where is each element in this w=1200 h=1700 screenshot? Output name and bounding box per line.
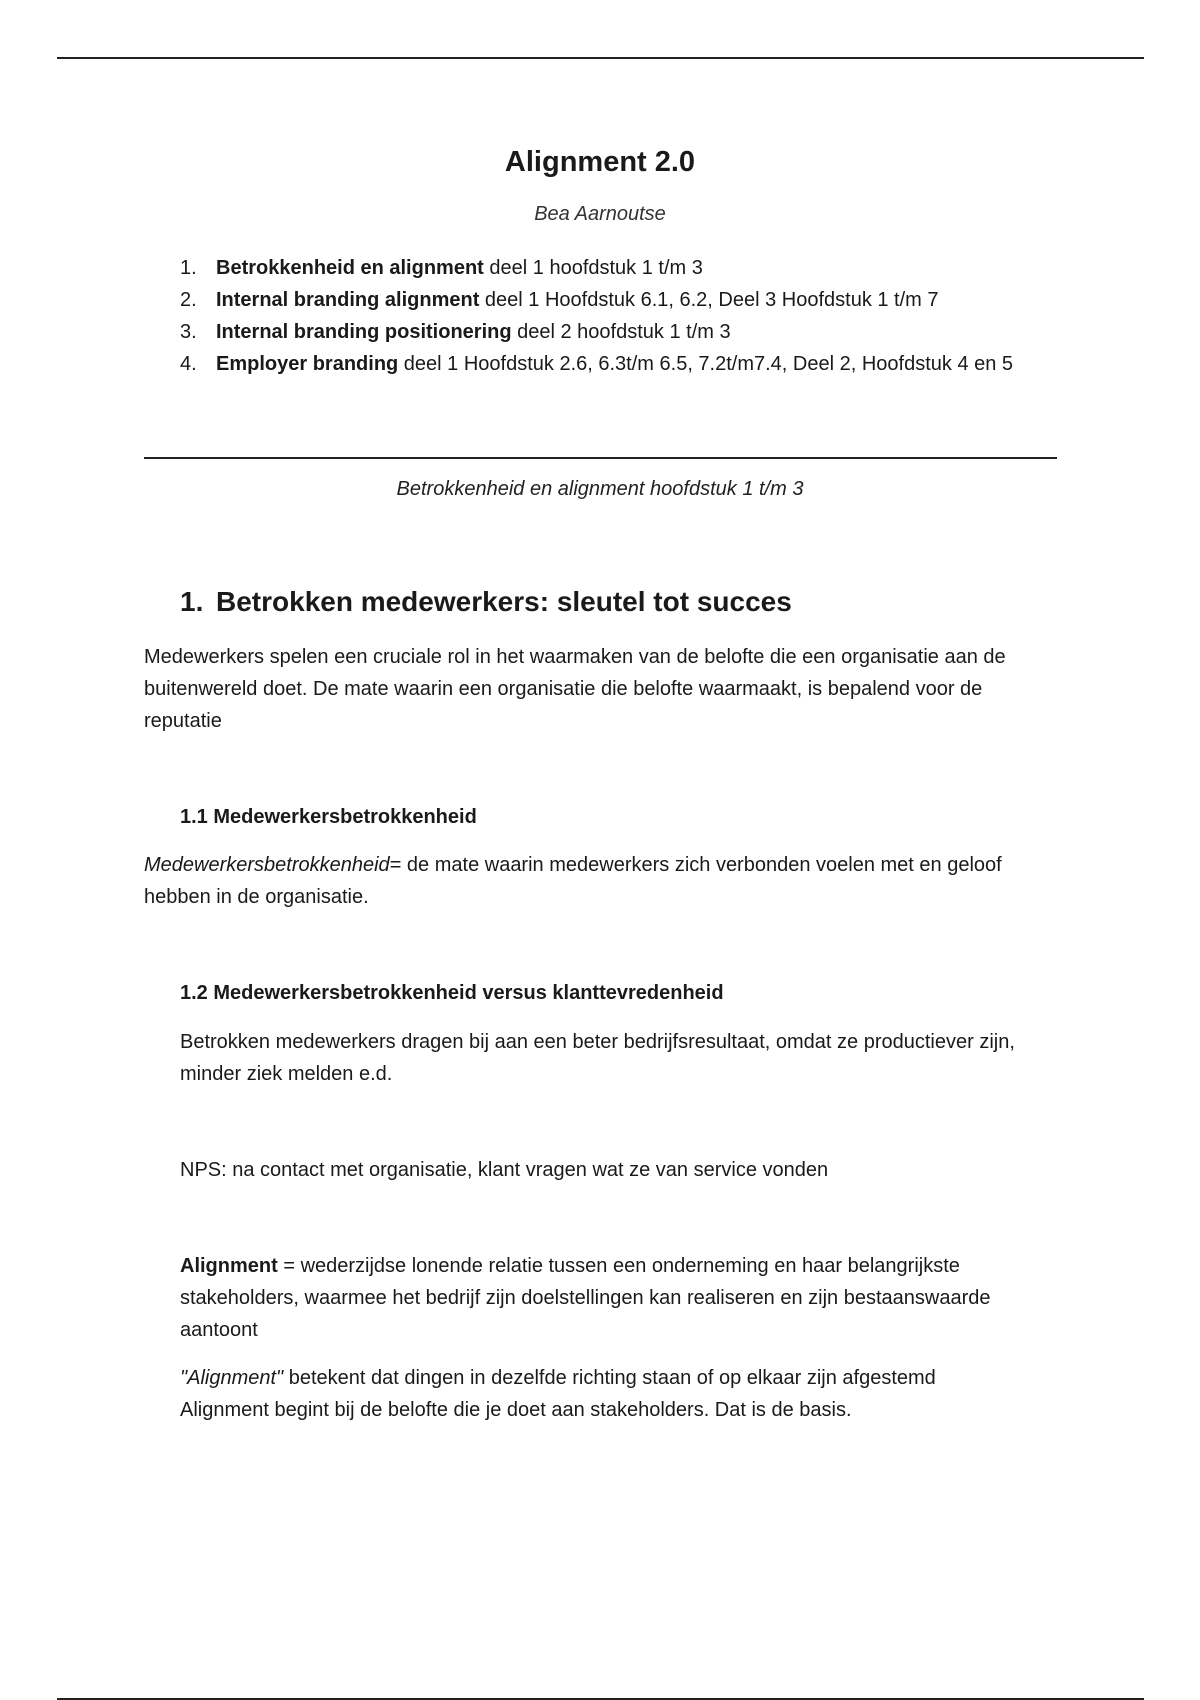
definition-text: = de mate waarin medewerkers zich verbonden voelen met en geloof hebben in de organisatie. — [144, 854, 1002, 908]
toc-item-reference: deel 2 hoofdstuk 1 t/m 3 — [511, 321, 731, 343]
section-heading-1-2: 1.2 Medewerkersbetrokkenheid versus klanttevredenheid — [180, 982, 724, 1004]
toc-item-number: 3. — [180, 321, 197, 343]
nps-paragraph: NPS: na contact met organisatie, klant vragen wat ze van service vonden — [180, 1159, 829, 1181]
body-paragraph: Betrokken medewerkers dragen bij aan een beter bedrijfsresultaat, omdat ze productiever zijn, minder ziek melden e.d. — [180, 1031, 1015, 1085]
section-subtitle: Betrokkenheid en alignment hoofdstuk 1 t/m 3 — [396, 478, 804, 500]
table-of-contents — [180, 252, 1060, 380]
alignment-closing-text: Alignment begint bij de belofte die je doet aan stakeholders. Dat is de basis. — [180, 1399, 852, 1421]
section-heading-1-1: 1.1 Medewerkersbetrokkenheid — [180, 806, 477, 828]
alignment-quote-text: betekent dat dingen in dezelfde richting staan of op elkaar zijn afgestemd — [283, 1367, 936, 1389]
toc-item-title: Internal branding positionering — [216, 321, 512, 343]
alignment-definition: = wederzijdse lonende relatie tussen een onderneming en haar belangrijkste stakeholders, waarmee het bedrijf zijn doelstellingen kan realiseren en zijn bestaanswaarde aantoont — [180, 1255, 991, 1341]
chapter-intro-paragraph: Medewerkers spelen een cruciale rol in het waarmaken van de belofte die een organisatie aan de buitenwereld doet. De mate waarin een organisatie die belofte waarmaakt, is bepalend voor de reputatie — [144, 646, 1006, 732]
definition-term: Medewerkersbetrokkenheid — [144, 854, 390, 876]
document-title: Alignment 2.0 — [504, 146, 696, 178]
toc-item-title: Betrokkenheid en alignment — [216, 257, 484, 279]
definition-paragraph — [144, 849, 1044, 913]
toc-item — [180, 348, 1060, 380]
toc-item-reference: deel 1 Hoofdstuk 2.6, 6.3t/m 6.5, 7.2t/m7.4, Deel 2, Hoofdstuk 4 en 5 — [398, 353, 1014, 375]
chapter-heading — [180, 586, 792, 618]
toc-item — [180, 284, 1060, 316]
toc-item-reference: deel 1 hoofdstuk 1 t/m 3 — [483, 257, 703, 279]
header-rule — [57, 57, 1144, 59]
chapter-number: 1. — [180, 586, 204, 617]
toc-item-number: 4. — [180, 353, 197, 375]
toc-item-title: Employer branding — [216, 353, 399, 375]
document-author: Bea Aarnoutse — [534, 203, 666, 225]
toc-item — [180, 316, 1060, 348]
alignment-quote-term: "Alignment" — [180, 1367, 284, 1389]
alignment-term: Alignment — [180, 1255, 278, 1277]
toc-item-number: 2. — [180, 289, 197, 311]
toc-item — [180, 252, 1060, 284]
toc-item-title: Internal branding alignment — [216, 289, 480, 311]
toc-item-reference: deel 1 Hoofdstuk 6.1, 6.2, Deel 3 Hoofdstuk 1 t/m 7 — [479, 289, 939, 311]
section-divider — [144, 457, 1057, 459]
chapter-title: Betrokken medewerkers: sleutel tot succes — [216, 586, 792, 617]
alignment-definition-paragraph — [180, 1250, 1060, 1346]
alignment-explanation-paragraph — [180, 1362, 1060, 1426]
toc-item-number: 1. — [180, 257, 197, 279]
